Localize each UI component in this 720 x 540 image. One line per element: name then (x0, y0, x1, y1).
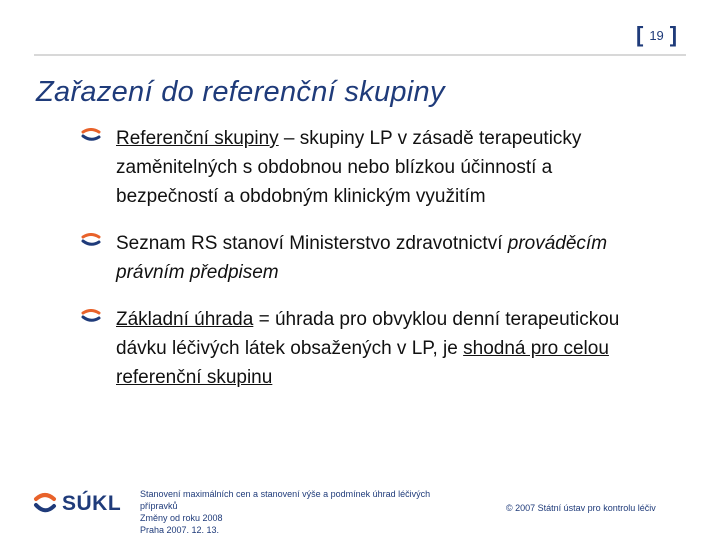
sukl-logo (32, 488, 121, 520)
logo-text: SÚKL (62, 492, 122, 515)
bullet-item (80, 305, 640, 392)
slide-title: Zařazení do referenční skupiny (36, 76, 445, 108)
footer-line: Změny od roku 2008 (140, 513, 223, 523)
footer-description (140, 488, 480, 536)
right-bracket: ] (669, 22, 678, 47)
footer-line: přípravků (140, 501, 178, 511)
footer-line: Praha 2007. 12. 13. (140, 525, 220, 535)
bullet-text: Seznam RS stanoví Ministerstvo zdravotnictví (116, 233, 508, 254)
bullet-list (80, 124, 640, 392)
bullet-item (80, 124, 640, 211)
sukl-logo-icon (32, 491, 58, 517)
bullet-text: = úhrada pro obvyklou denní terapeutickou dávku léčivých látek obsažených v LP, je (116, 309, 620, 359)
bullet-text: – skupiny LP v zásadě terapeuticky zaměnitelných s obdobnou nebo blízkou účinností a bezpečností a obdobným klinickým využitím (116, 128, 582, 207)
bullet-underlined-text: shodná pro celou referenční skupinu (116, 338, 609, 388)
bullet-term: Základní úhrada (116, 309, 254, 330)
swoosh-bullet-icon (80, 309, 102, 327)
swoosh-bullet-icon (80, 233, 102, 251)
footer-copyright: © 2007 Státní ústav pro kontrolu léčiv (506, 503, 656, 513)
bullet-italic-text: prováděcím právním předpisem (116, 233, 608, 283)
bullet-item (80, 229, 640, 287)
page-number (636, 22, 677, 48)
left-bracket: [ (636, 22, 644, 47)
footer-line: Stanovení maximálních cen a stanovení výše a podmínek úhrad léčivých (140, 489, 431, 499)
header-divider (34, 54, 686, 56)
page-number-value: 19 (649, 27, 664, 43)
bullet-term: Referenční skupiny (116, 128, 279, 149)
swoosh-bullet-icon (80, 128, 102, 146)
